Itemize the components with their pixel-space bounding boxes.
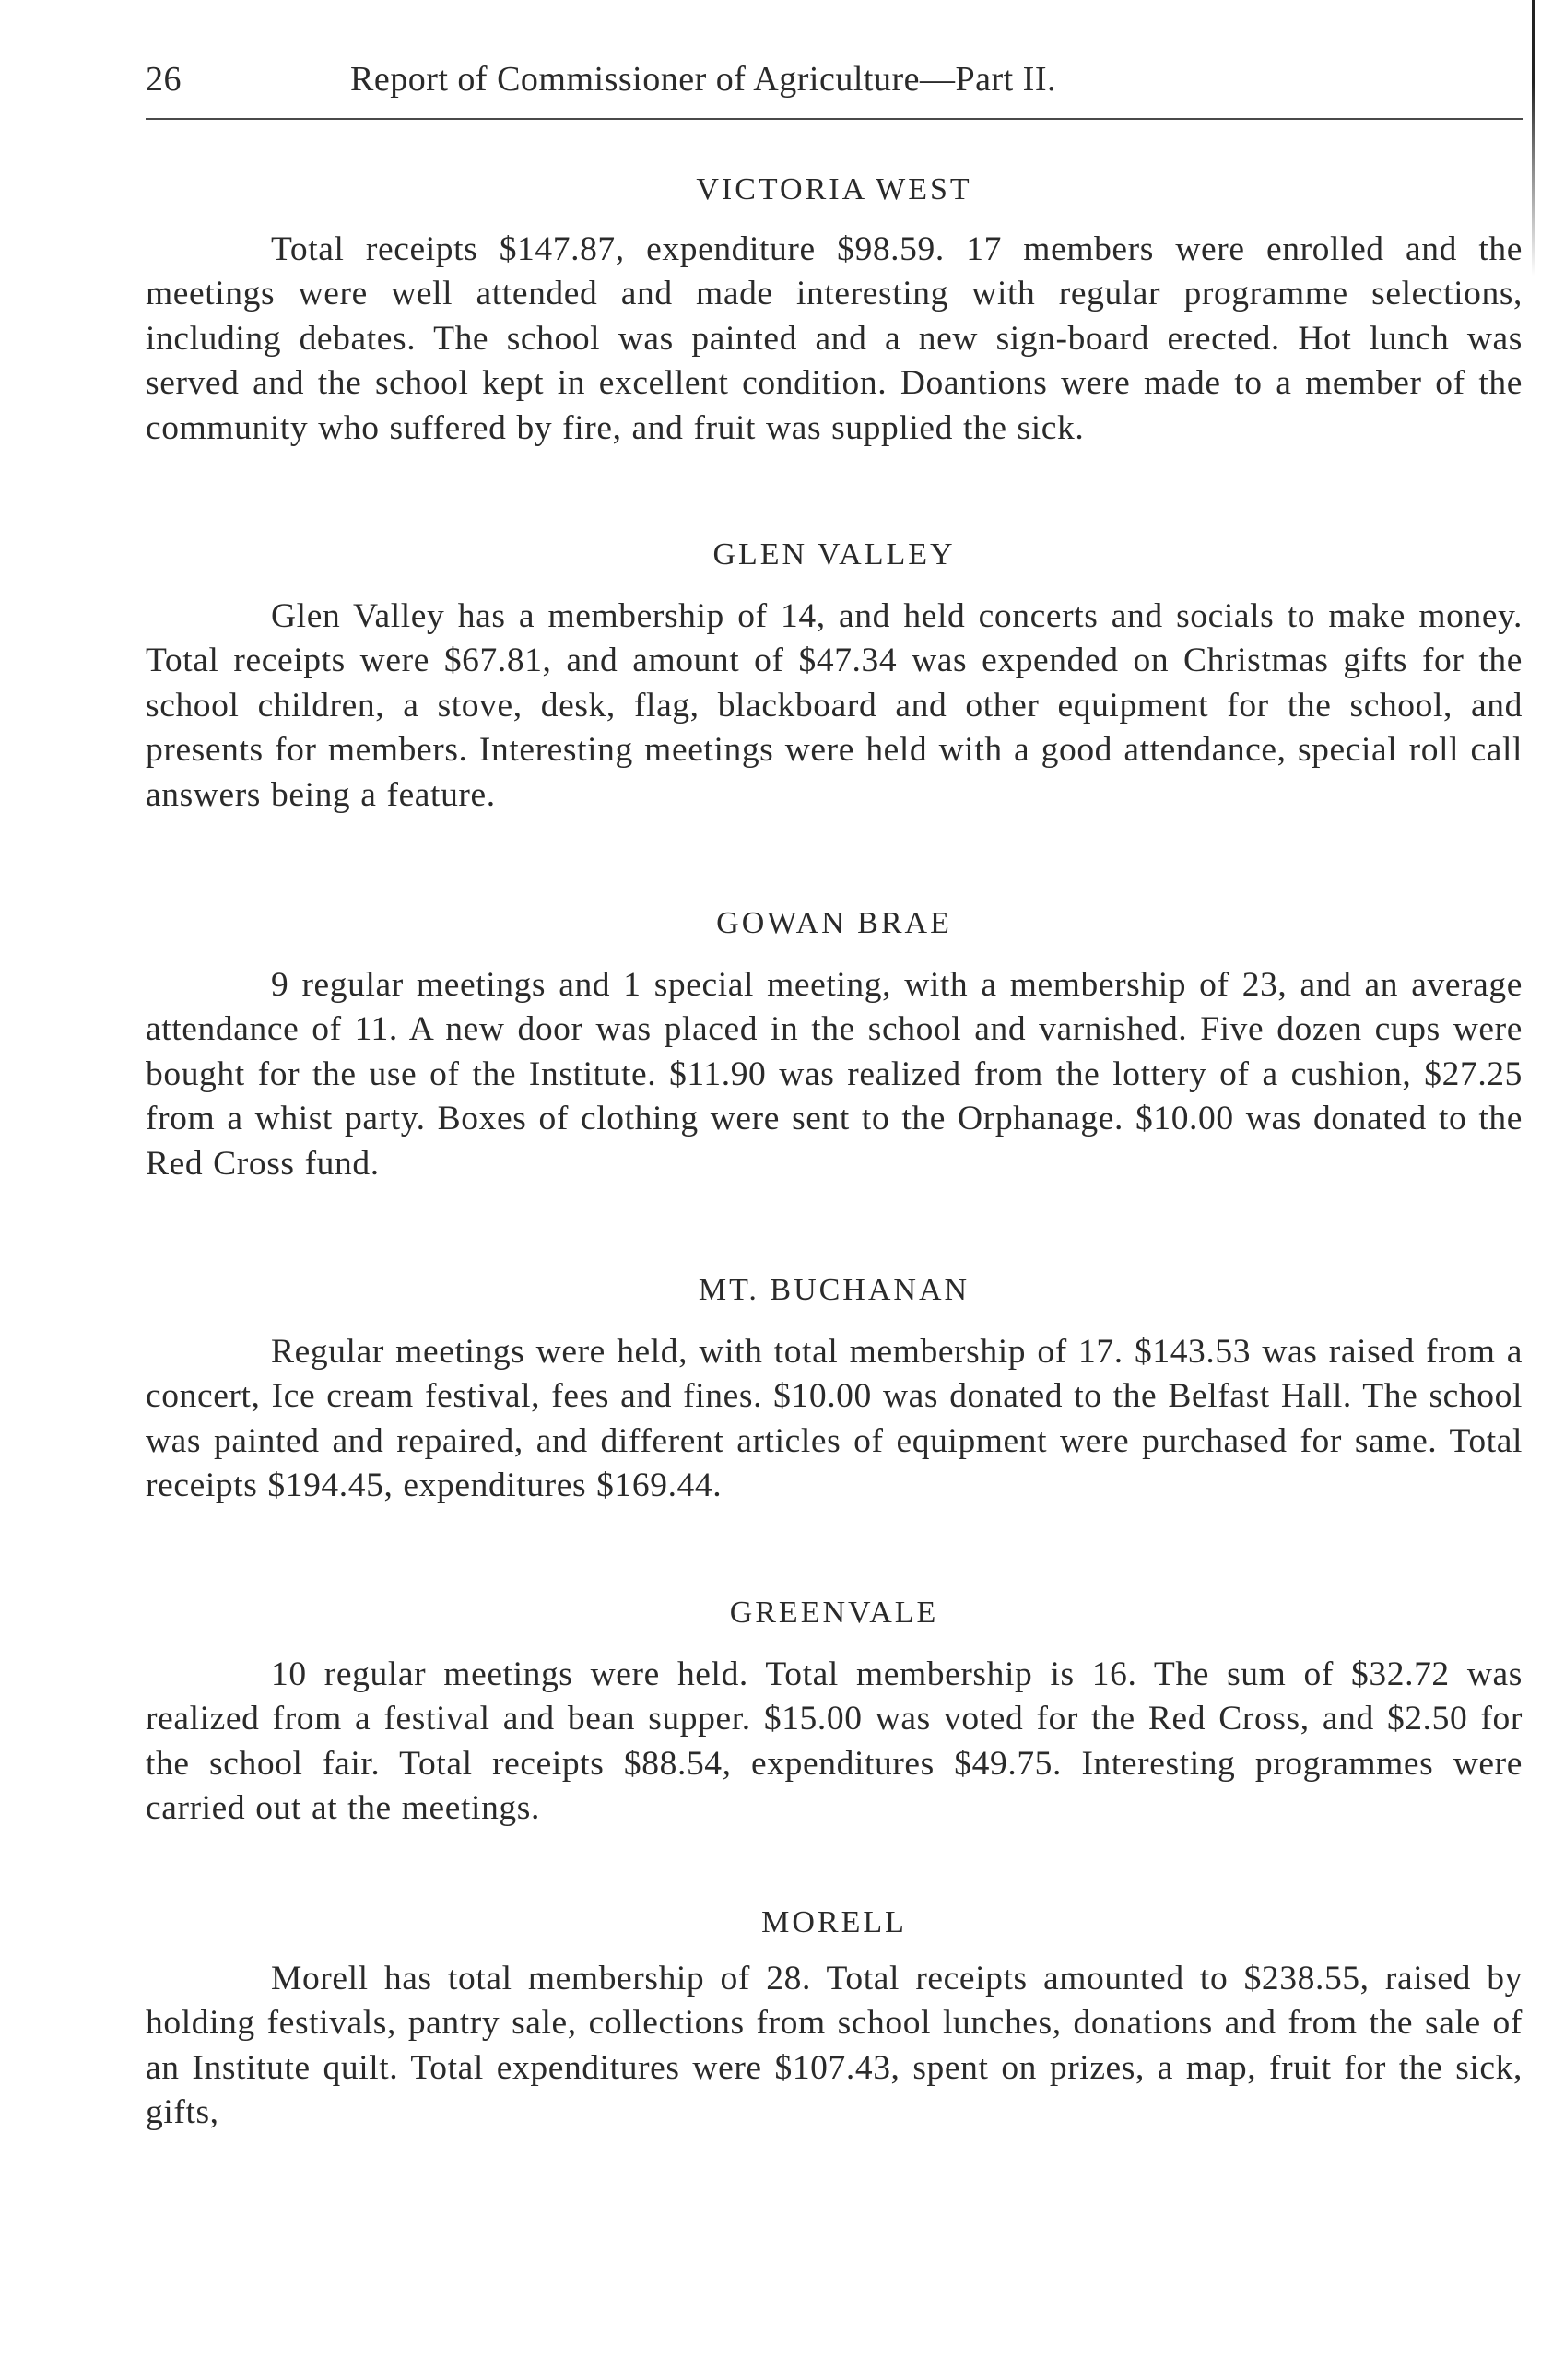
- section-morell: [146, 1904, 1523, 2136]
- running-title: Report of Commissioner of Agriculture—Part II.: [350, 60, 1056, 99]
- section-paragraph: 9 regular meetings and 1 special meeting, with a membership of 23, and an average attendance of 11. A new door was placed in the school and varnished. Five dozen cups were bought for the use of the Institute. $11.90 was realized from the lottery of a cushion, $27.25 from a whist party. Boxes of clothing were sent to the Orphanage. $10.00 was donated to the Red Cross fund.: [146, 965, 1523, 1183]
- header-rule: [146, 118, 1523, 120]
- page-number: 26: [146, 60, 182, 99]
- section-heading: GREENVALE: [729, 1596, 939, 1630]
- section-paragraph: Regular meetings were held, with total membership of 17. $143.53 was raised from a concert, Ice cream festival, fees and fines. $10.00 was donated to the Belfast Hall. The school was painted and repaired, and different articles of equipment were purchased for same. Total receipts $194.45, expenditures $169.44.: [146, 1332, 1523, 1505]
- page-edge-mark: [1532, 0, 1535, 277]
- section-heading: GOWAN BRAE: [716, 906, 952, 940]
- section-paragraph: Morell has total membership of 28. Total receipts amounted to $238.55, raised by holding festivals, pantry sale, collections from school lunches, donations and from the sale of an Institute quilt. Total expenditures were $107.43, spent on prizes, a map, fruit for the sick, gifts,: [146, 1959, 1523, 2132]
- section-gowan-brae: [146, 905, 1523, 1186]
- section-glen-valley: [146, 536, 1523, 818]
- section-heading: GLEN VALLEY: [712, 537, 956, 571]
- section-heading: VICTORIA WEST: [696, 172, 972, 206]
- section-paragraph: 10 regular meetings were held. Total membership is 16. The sum of $32.72 was realized from a festival and bean supper. $15.00 was voted for the Red Cross, and $2.50 for the school fair. Total receipts $88.54, expenditures $49.75. Interesting programmes were carried out at the meetings.: [146, 1655, 1523, 1828]
- page-header: [146, 59, 1519, 114]
- section-paragraph: Total receipts $147.87, expenditure $98.59. 17 members were enrolled and the meetings were well attended and made interesting with regular programme selections, including debates. The school was painted and a new sign-board erected. Hot lunch was served and the school kept in excellent condition. Doantions were made to a member of the community who suffered by fire, and fruit was supplied the sick.: [146, 230, 1523, 447]
- section-mt-buchanan: [146, 1272, 1523, 1509]
- section-heading: MORELL: [761, 1905, 907, 1939]
- section-heading: MT. BUCHANAN: [698, 1273, 970, 1307]
- section-paragraph: Glen Valley has a membership of 14, and held concerts and socials to make money. Total receipts were $67.81, and amount of $47.34 was expended on Christmas gifts for the school children, a stove, desk, flag, blackboard and other equipment for the school, and presents for members. Interesting meetings were held with a good attendance, special roll call answers being a feature.: [146, 596, 1523, 814]
- section-victoria-west: [146, 171, 1523, 451]
- section-greenvale: [146, 1595, 1523, 1832]
